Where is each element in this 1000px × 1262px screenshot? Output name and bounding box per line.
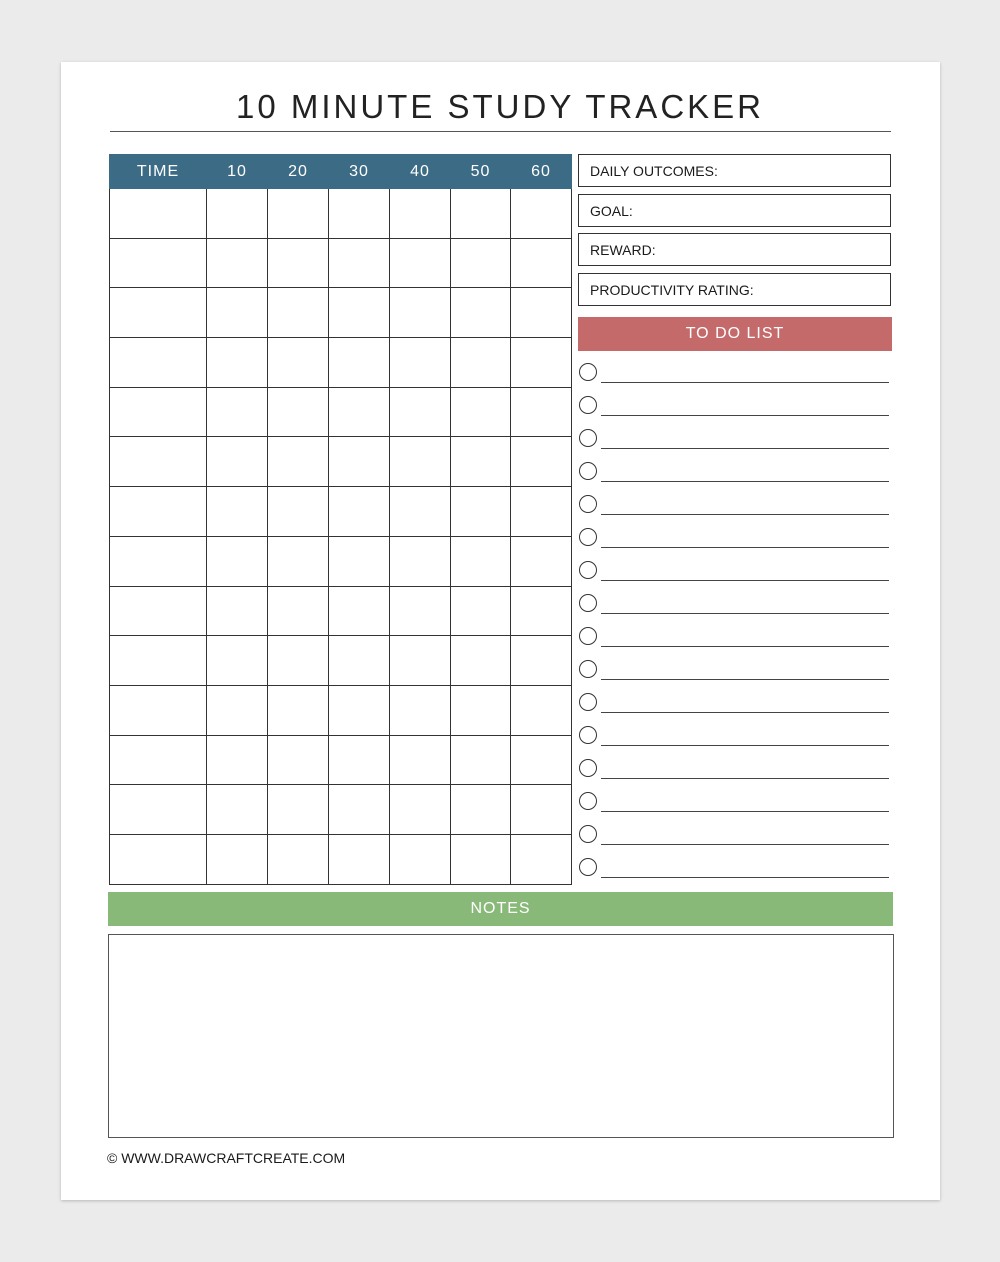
grid-slot-cell[interactable]: [329, 586, 390, 636]
grid-slot-cell[interactable]: [451, 189, 511, 239]
todo-write-line[interactable]: [601, 514, 889, 515]
grid-row: [110, 487, 572, 537]
grid-time-cell[interactable]: [110, 735, 207, 785]
todo-checkbox-icon[interactable]: [579, 429, 597, 447]
todo-checkbox-icon[interactable]: [579, 363, 597, 381]
grid-row: [110, 288, 572, 338]
todo-write-line[interactable]: [601, 679, 889, 680]
todo-checkbox-icon[interactable]: [579, 792, 597, 810]
reward-label: REWARD:: [590, 241, 656, 258]
grid-slot-cell[interactable]: [207, 735, 268, 785]
grid-time-cell[interactable]: [110, 586, 207, 636]
grid-slot-cell[interactable]: [329, 338, 390, 388]
grid-slot-cell[interactable]: [268, 586, 329, 636]
grid-row: [110, 735, 572, 785]
todo-item: [578, 493, 892, 526]
grid-slot-cell[interactable]: [329, 735, 390, 785]
grid-header-row: [110, 155, 572, 189]
grid-time-cell[interactable]: [110, 834, 207, 884]
grid-time-cell[interactable]: [110, 636, 207, 686]
grid-time-cell[interactable]: [110, 487, 207, 537]
todo-item: [578, 823, 892, 856]
grid-slot-cell[interactable]: [511, 685, 572, 735]
grid-slot-cell[interactable]: [329, 238, 390, 288]
grid-slot-cell[interactable]: [329, 536, 390, 586]
grid-slot-cell[interactable]: [390, 834, 451, 884]
todo-write-line[interactable]: [601, 415, 889, 416]
todo-item: [578, 724, 892, 757]
grid-header-10: 10: [207, 155, 268, 189]
productivity-rating-label: PRODUCTIVITY RATING:: [590, 281, 754, 298]
grid-slot-cell[interactable]: [451, 487, 511, 537]
todo-list: [578, 361, 892, 889]
grid-slot-cell[interactable]: [207, 288, 268, 338]
grid-slot-cell[interactable]: [268, 785, 329, 835]
todo-write-line[interactable]: [601, 481, 889, 482]
grid-slot-cell[interactable]: [268, 437, 329, 487]
grid-slot-cell[interactable]: [451, 536, 511, 586]
grid-slot-cell[interactable]: [451, 387, 511, 437]
todo-checkbox-icon[interactable]: [579, 825, 597, 843]
todo-item: [578, 427, 892, 460]
grid-slot-cell[interactable]: [268, 487, 329, 537]
todo-list-title: TO DO LIST: [685, 325, 785, 342]
goal-field[interactable]: [578, 194, 891, 227]
reward-field[interactable]: [578, 233, 891, 266]
todo-write-line[interactable]: [601, 613, 889, 614]
grid-slot-cell[interactable]: [451, 338, 511, 388]
todo-item: [578, 625, 892, 658]
grid-row: [110, 636, 572, 686]
notes-header: [108, 892, 893, 926]
grid-slot-cell[interactable]: [268, 238, 329, 288]
grid-header-50: 50: [451, 155, 511, 189]
grid-slot-cell[interactable]: [511, 487, 572, 537]
grid-slot-cell[interactable]: [268, 685, 329, 735]
grid-slot-cell[interactable]: [511, 189, 572, 239]
goal-label: GOAL:: [590, 202, 633, 219]
todo-checkbox-icon[interactable]: [579, 396, 597, 414]
grid-slot-cell[interactable]: [329, 189, 390, 239]
todo-item: [578, 361, 892, 394]
grid-slot-cell[interactable]: [511, 785, 572, 835]
todo-checkbox-icon[interactable]: [579, 594, 597, 612]
todo-item: [578, 658, 892, 691]
todo-write-line[interactable]: [601, 778, 889, 779]
grid-slot-cell[interactable]: [329, 437, 390, 487]
grid-time-cell[interactable]: [110, 387, 207, 437]
title-divider: [110, 131, 891, 132]
grid-slot-cell[interactable]: [511, 387, 572, 437]
grid-header-40: 40: [390, 155, 451, 189]
grid-slot-cell[interactable]: [511, 288, 572, 338]
todo-checkbox-icon[interactable]: [579, 660, 597, 678]
grid-slot-cell[interactable]: [329, 288, 390, 338]
todo-item: [578, 592, 892, 625]
grid-slot-cell[interactable]: [207, 238, 268, 288]
todo-write-line[interactable]: [601, 844, 889, 845]
grid-slot-cell[interactable]: [207, 437, 268, 487]
grid-slot-cell[interactable]: [511, 238, 572, 288]
todo-checkbox-icon[interactable]: [579, 726, 597, 744]
grid-slot-cell[interactable]: [511, 338, 572, 388]
grid-slot-cell[interactable]: [207, 834, 268, 884]
todo-checkbox-icon[interactable]: [579, 495, 597, 513]
todo-write-line[interactable]: [601, 580, 889, 581]
todo-checkbox-icon[interactable]: [579, 693, 597, 711]
grid-slot-cell[interactable]: [207, 685, 268, 735]
todo-item: [578, 394, 892, 427]
todo-write-line[interactable]: [601, 547, 889, 548]
page-title: 10 MINUTE STUDY TRACKER: [235, 88, 765, 125]
todo-write-line[interactable]: [601, 448, 889, 449]
grid-slot-cell[interactable]: [329, 636, 390, 686]
todo-item: [578, 790, 892, 823]
notes-title: NOTES: [470, 900, 531, 917]
grid-slot-cell[interactable]: [268, 288, 329, 338]
grid-time-cell[interactable]: [110, 238, 207, 288]
todo-checkbox-icon[interactable]: [579, 759, 597, 777]
todo-item: [578, 856, 892, 889]
grid-time-cell[interactable]: [110, 437, 207, 487]
todo-write-line[interactable]: [601, 646, 889, 647]
grid-row: [110, 586, 572, 636]
todo-write-line[interactable]: [601, 382, 889, 383]
grid-slot-cell[interactable]: [451, 288, 511, 338]
grid-slot-cell[interactable]: [511, 834, 572, 884]
grid-slot-cell[interactable]: [390, 387, 451, 437]
grid-row: [110, 685, 572, 735]
grid-slot-cell[interactable]: [390, 338, 451, 388]
grid-slot-cell[interactable]: [390, 238, 451, 288]
grid-slot-cell[interactable]: [390, 437, 451, 487]
grid-slot-cell[interactable]: [268, 189, 329, 239]
todo-write-line[interactable]: [601, 811, 889, 812]
grid-header-20: 20: [268, 155, 329, 189]
grid-header-60: 60: [511, 155, 572, 189]
grid-slot-cell[interactable]: [511, 536, 572, 586]
grid-row: [110, 437, 572, 487]
todo-item: [578, 757, 892, 790]
grid-slot-cell[interactable]: [268, 636, 329, 686]
grid-row: [110, 834, 572, 884]
grid-slot-cell[interactable]: [390, 735, 451, 785]
grid-slot-cell[interactable]: [511, 636, 572, 686]
grid-slot-cell[interactable]: [390, 536, 451, 586]
daily-outcomes-field[interactable]: [578, 154, 891, 187]
grid-slot-cell[interactable]: [390, 487, 451, 537]
grid-row: [110, 189, 572, 239]
notes-area[interactable]: [108, 934, 894, 1138]
todo-write-line[interactable]: [601, 712, 889, 713]
grid-body: [110, 189, 572, 885]
todo-item: [578, 526, 892, 559]
grid-slot-cell[interactable]: [390, 288, 451, 338]
footer-copyright: © WWW.DRAWCRAFTCREATE.COM: [107, 1150, 346, 1166]
todo-write-line[interactable]: [601, 877, 889, 878]
grid-slot-cell[interactable]: [451, 238, 511, 288]
todo-checkbox-icon[interactable]: [579, 561, 597, 579]
grid-slot-cell[interactable]: [268, 338, 329, 388]
grid-time-cell[interactable]: [110, 288, 207, 338]
grid-time-cell[interactable]: [110, 536, 207, 586]
grid-time-cell[interactable]: [110, 685, 207, 735]
grid-slot-cell[interactable]: [207, 487, 268, 537]
grid-slot-cell[interactable]: [268, 735, 329, 785]
grid-row: [110, 387, 572, 437]
grid-slot-cell[interactable]: [511, 437, 572, 487]
grid-slot-cell[interactable]: [451, 685, 511, 735]
grid-slot-cell[interactable]: [451, 834, 511, 884]
grid-slot-cell[interactable]: [329, 487, 390, 537]
todo-list-header: [578, 317, 892, 351]
todo-checkbox-icon[interactable]: [579, 858, 597, 876]
todo-item: [578, 559, 892, 592]
grid-row: [110, 536, 572, 586]
grid-slot-cell[interactable]: [511, 586, 572, 636]
grid-time-cell[interactable]: [110, 338, 207, 388]
study-time-grid: [109, 154, 572, 885]
todo-checkbox-icon[interactable]: [579, 627, 597, 645]
grid-slot-cell[interactable]: [268, 387, 329, 437]
grid-slot-cell[interactable]: [329, 834, 390, 884]
grid-slot-cell[interactable]: [207, 785, 268, 835]
grid-slot-cell[interactable]: [207, 338, 268, 388]
todo-write-line[interactable]: [601, 745, 889, 746]
grid-slot-cell[interactable]: [390, 586, 451, 636]
productivity-rating-field[interactable]: [578, 273, 891, 306]
grid-slot-cell[interactable]: [390, 189, 451, 239]
grid-slot-cell[interactable]: [268, 834, 329, 884]
grid-slot-cell[interactable]: [207, 586, 268, 636]
grid-slot-cell[interactable]: [451, 586, 511, 636]
grid-slot-cell[interactable]: [207, 387, 268, 437]
daily-outcomes-label: DAILY OUTCOMES:: [590, 162, 718, 179]
grid-row: [110, 785, 572, 835]
grid-slot-cell[interactable]: [329, 785, 390, 835]
grid-slot-cell[interactable]: [329, 387, 390, 437]
grid-time-cell[interactable]: [110, 189, 207, 239]
grid-slot-cell[interactable]: [268, 536, 329, 586]
grid-row: [110, 238, 572, 288]
todo-checkbox-icon[interactable]: [579, 528, 597, 546]
grid-slot-cell[interactable]: [207, 189, 268, 239]
grid-slot-cell[interactable]: [390, 785, 451, 835]
grid-slot-cell[interactable]: [451, 735, 511, 785]
grid-slot-cell[interactable]: [329, 685, 390, 735]
grid-header-time: TIME: [110, 155, 207, 189]
grid-slot-cell[interactable]: [207, 636, 268, 686]
todo-item: [578, 691, 892, 724]
grid-time-cell[interactable]: [110, 785, 207, 835]
todo-item: [578, 460, 892, 493]
grid-header-30: 30: [329, 155, 390, 189]
grid-slot-cell[interactable]: [511, 735, 572, 785]
grid-slot-cell[interactable]: [207, 536, 268, 586]
todo-checkbox-icon[interactable]: [579, 462, 597, 480]
grid-slot-cell[interactable]: [390, 636, 451, 686]
grid-slot-cell[interactable]: [451, 437, 511, 487]
grid-slot-cell[interactable]: [451, 785, 511, 835]
grid-slot-cell[interactable]: [451, 636, 511, 686]
grid-row: [110, 338, 572, 388]
grid-slot-cell[interactable]: [390, 685, 451, 735]
